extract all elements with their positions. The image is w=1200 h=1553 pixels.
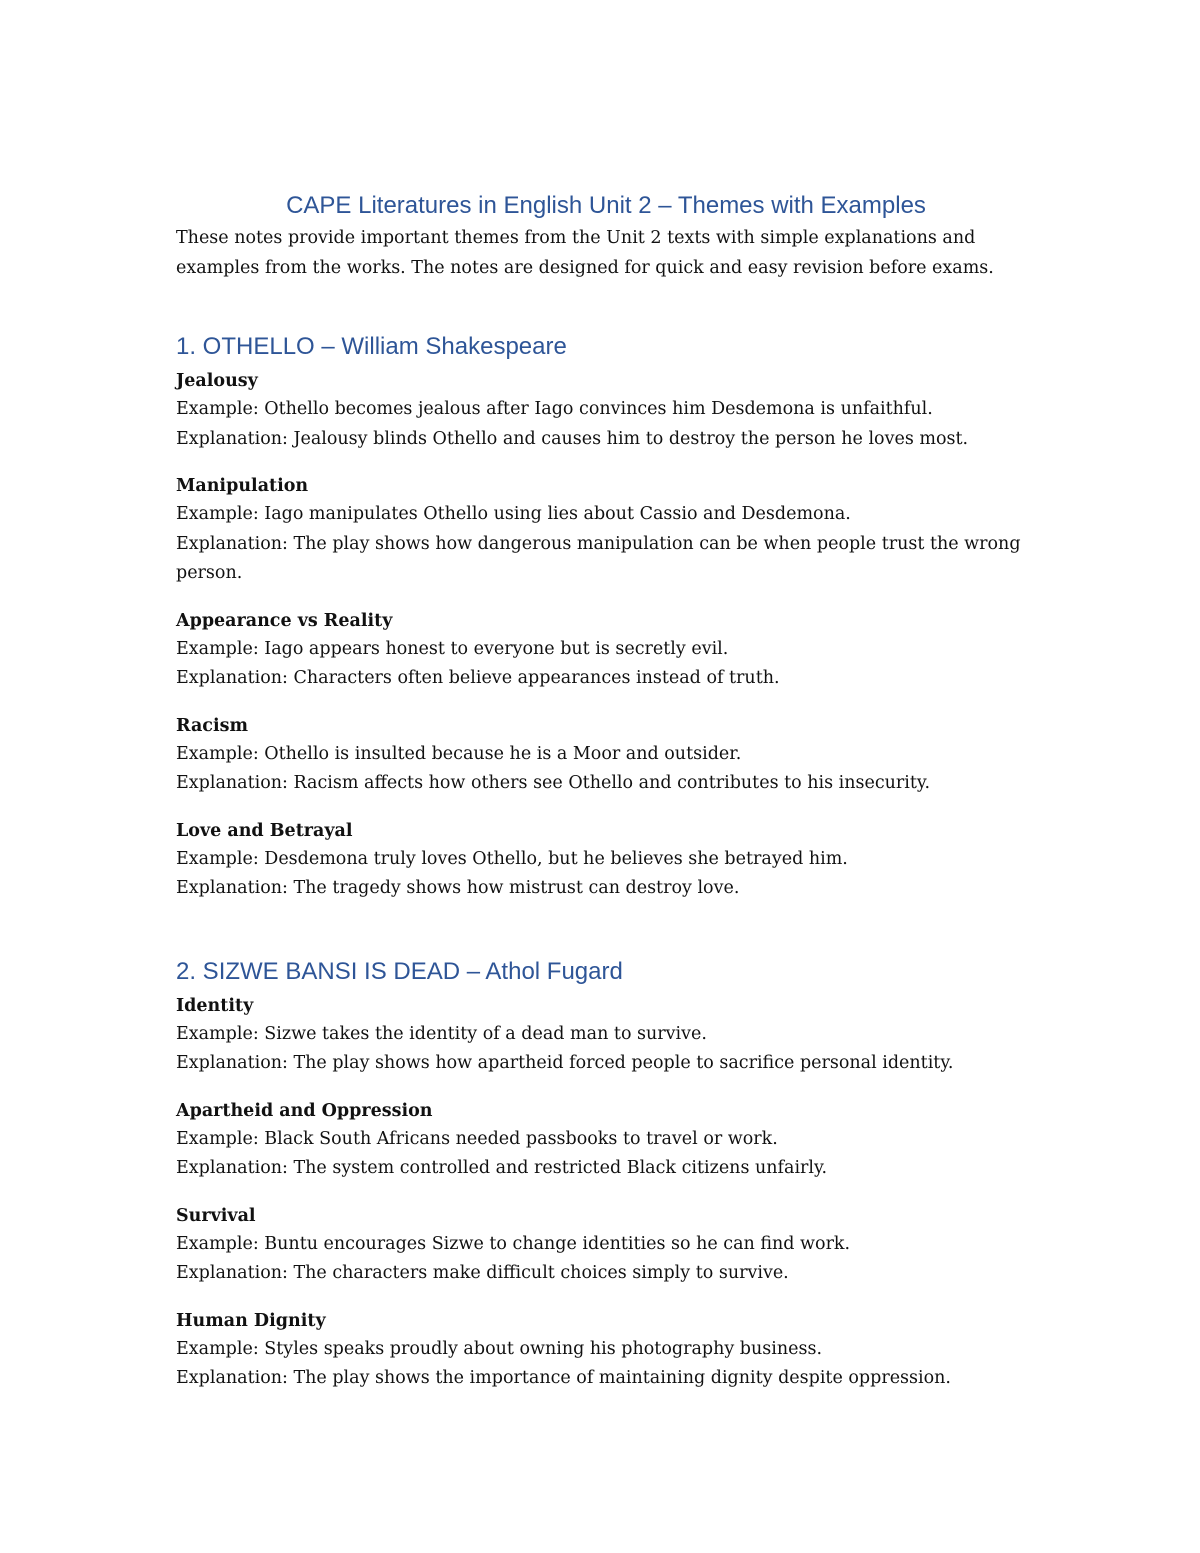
theme-explanation: Explanation: Racism affects how others see Othello and contributes to his insecurity. <box>176 773 931 793</box>
theme-example: Example: Othello becomes jealous after Iago convinces him Desdemona is unfaithful. <box>176 399 933 419</box>
document-page <box>176 190 1036 1394</box>
theme-example: Example: Iago appears honest to everyone but is secretly evil. <box>176 638 729 659</box>
theme-title: Love and Betrayal <box>176 820 353 841</box>
theme-racism <box>176 712 1036 799</box>
theme-survival <box>176 1202 1036 1289</box>
theme-example: Example: Styles speaks proudly about owning his photography business. <box>176 1338 823 1359</box>
theme-example: Example: Sizwe takes the identity of a dead man to survive. <box>176 1023 707 1044</box>
theme-example: Example: Iago manipulates Othello using lies about Cassio and Desdemona. <box>176 504 851 524</box>
theme-explanation: Explanation: The tragedy shows how mistrust can destroy love. <box>176 878 740 898</box>
theme-title: Survival <box>176 1205 256 1226</box>
theme-love-and-betrayal <box>176 817 1036 904</box>
theme-explanation: Explanation: The play shows how dangerous manipulation can be when people trust the wrong person. <box>176 533 1021 583</box>
theme-explanation: Explanation: The system controlled and restricted Black citizens unfairly. <box>176 1158 828 1178</box>
theme-manipulation <box>176 472 1036 589</box>
theme-identity <box>176 992 1036 1079</box>
theme-title: Manipulation <box>176 476 309 496</box>
theme-title: Apartheid and Oppression <box>176 1100 433 1121</box>
theme-title: Racism <box>176 715 248 736</box>
theme-human-dignity <box>176 1307 1036 1394</box>
theme-example: Example: Othello is insulted because he is a Moor and outsider. <box>176 743 742 764</box>
theme-explanation: Explanation: The play shows the importance of maintaining dignity despite oppression. <box>176 1368 951 1388</box>
section-heading-othello: 1. OTHELLO – William Shakespeare <box>176 333 567 360</box>
theme-title: Appearance vs Reality <box>176 610 393 631</box>
theme-example: Example: Buntu encourages Sizwe to change identities so he can find work. <box>176 1233 851 1254</box>
intro-paragraph: These notes provide important themes from the Unit 2 texts with simple explanations and examples from the works. The notes are designed for quick and easy revision before exams. <box>176 228 994 278</box>
theme-explanation: Explanation: The characters make difficult choices simply to survive. <box>176 1263 789 1283</box>
theme-appearance-vs-reality <box>176 607 1036 694</box>
theme-explanation: Explanation: The play shows how apartheid forced people to sacrifice personal identity. <box>176 1053 954 1073</box>
theme-jealousy <box>176 367 1036 454</box>
document-title: CAPE Literatures in English Unit 2 – Themes with Examples <box>286 192 926 219</box>
theme-title: Identity <box>176 995 254 1016</box>
section-heading-sizwe-bansi: 2. SIZWE BANSI IS DEAD – Athol Fugard <box>176 957 623 985</box>
theme-example: Example: Desdemona truly loves Othello, but he believes she betrayed him. <box>176 848 848 869</box>
theme-example: Example: Black South Africans needed passbooks to travel or work. <box>176 1128 778 1149</box>
theme-title: Human Dignity <box>176 1310 326 1331</box>
theme-explanation: Explanation: Jealousy blinds Othello and causes him to destroy the person he loves most. <box>176 428 969 449</box>
theme-explanation: Explanation: Characters often believe appearances instead of truth. <box>176 668 780 688</box>
theme-title: Jealousy <box>176 371 258 391</box>
theme-apartheid-and-oppression <box>176 1097 1036 1184</box>
